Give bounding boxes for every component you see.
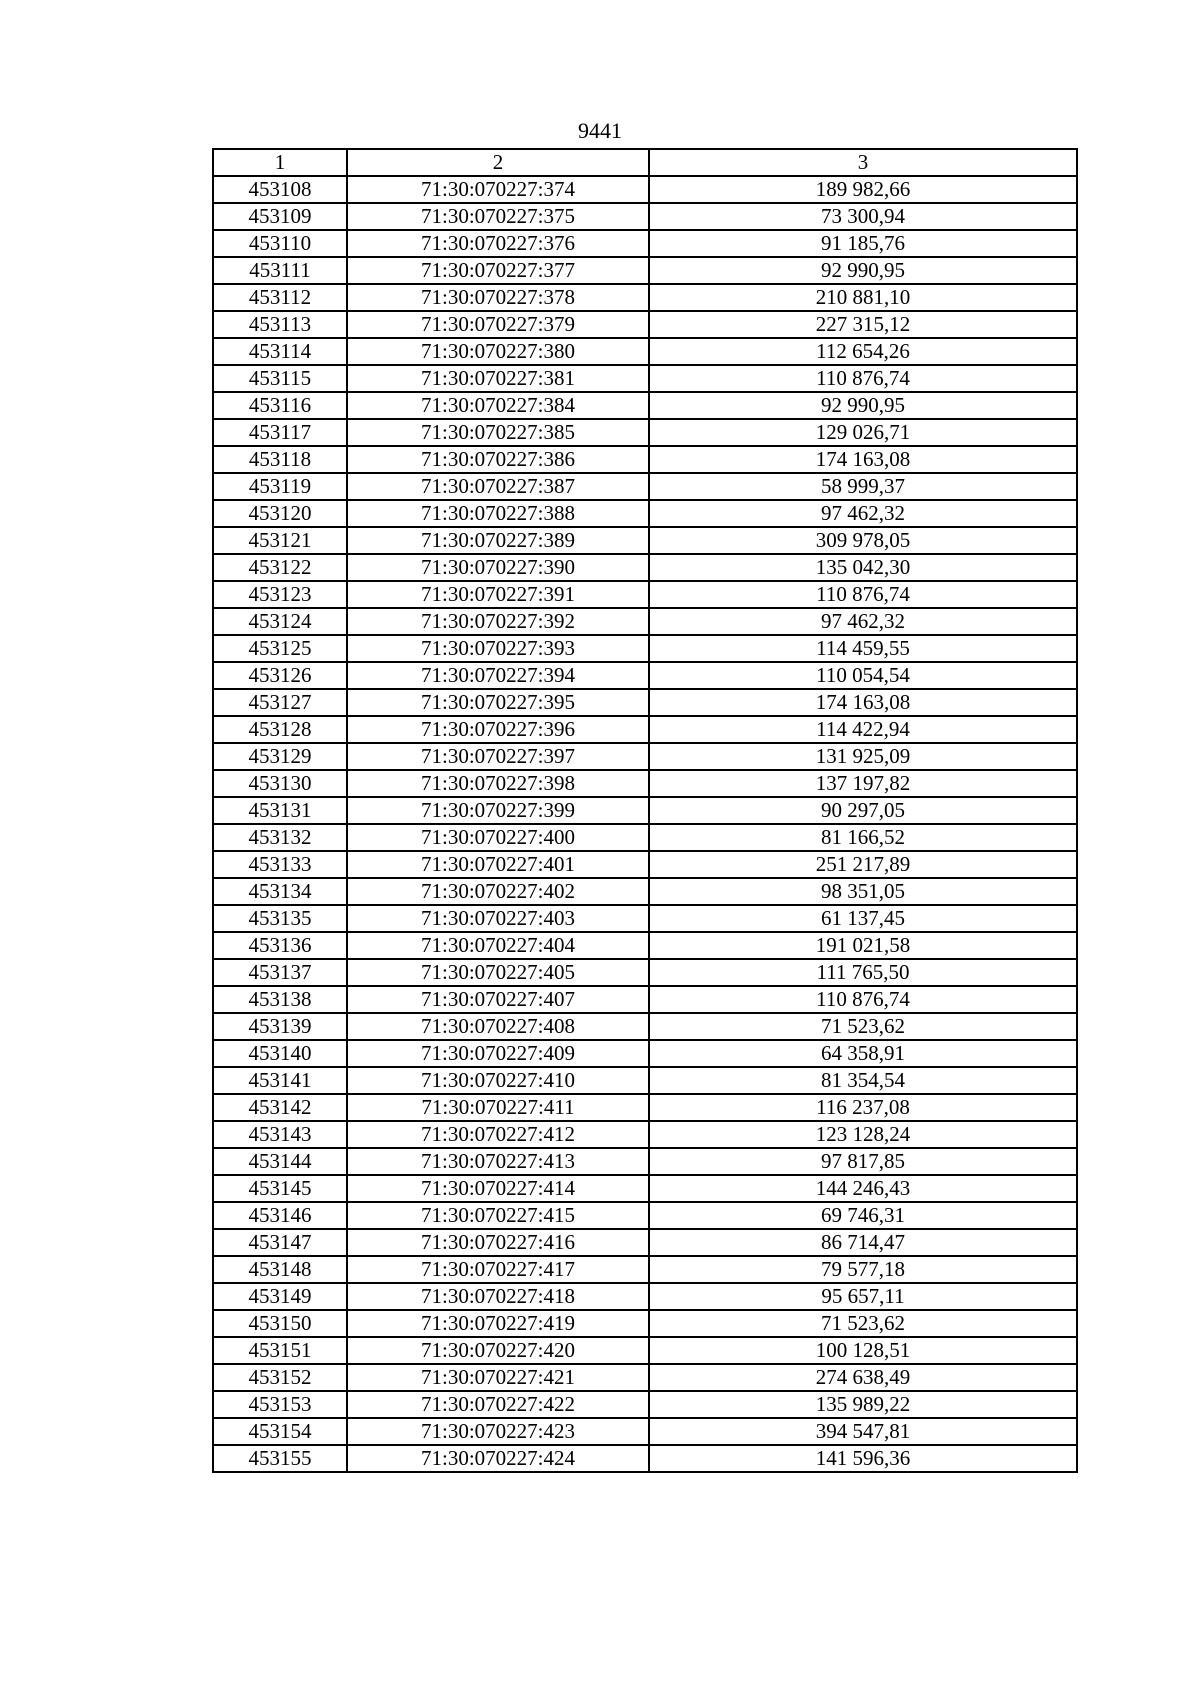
table-row [213, 1337, 1077, 1364]
row-number-cell: 453149 [213, 1283, 347, 1310]
cadastral-number-cell: 71:30:070227:389 [347, 527, 649, 554]
value-cell: 114 459,55 [649, 635, 1077, 662]
table-row [213, 230, 1077, 257]
value-cell: 112 654,26 [649, 338, 1077, 365]
cadastral-number-cell: 71:30:070227:374 [347, 176, 649, 203]
cadastral-number-cell: 71:30:070227:391 [347, 581, 649, 608]
row-number-cell: 453148 [213, 1256, 347, 1283]
value-cell: 141 596,36 [649, 1445, 1077, 1472]
value-cell: 111 765,50 [649, 959, 1077, 986]
row-number-cell: 453125 [213, 635, 347, 662]
value-cell: 71 523,62 [649, 1013, 1077, 1040]
table-row [213, 824, 1077, 851]
row-number-cell: 453119 [213, 473, 347, 500]
cadastral-number-cell: 71:30:070227:380 [347, 338, 649, 365]
row-number-cell: 453113 [213, 311, 347, 338]
table-row [213, 392, 1077, 419]
cadastral-number-cell: 71:30:070227:384 [347, 392, 649, 419]
value-cell: 64 358,91 [649, 1040, 1077, 1067]
cadastral-number-cell: 71:30:070227:394 [347, 662, 649, 689]
row-number-cell: 453117 [213, 419, 347, 446]
cadastral-number-cell: 71:30:070227:399 [347, 797, 649, 824]
row-number-cell: 453116 [213, 392, 347, 419]
table-row [213, 1364, 1077, 1391]
cadastral-number-cell: 71:30:070227:414 [347, 1175, 649, 1202]
cadastral-number-cell: 71:30:070227:396 [347, 716, 649, 743]
row-number-cell: 453131 [213, 797, 347, 824]
row-number-cell: 453124 [213, 608, 347, 635]
value-cell: 97 462,32 [649, 500, 1077, 527]
value-cell: 131 925,09 [649, 743, 1077, 770]
value-cell: 79 577,18 [649, 1256, 1077, 1283]
cadastral-number-cell: 71:30:070227:411 [347, 1094, 649, 1121]
row-number-cell: 453136 [213, 932, 347, 959]
page-number: 9441 [578, 118, 622, 143]
table-row [213, 554, 1077, 581]
row-number-cell: 453128 [213, 716, 347, 743]
table-header-row [213, 149, 1077, 176]
table-row [213, 527, 1077, 554]
table-row [213, 743, 1077, 770]
value-cell: 116 237,08 [649, 1094, 1077, 1121]
value-cell: 394 547,81 [649, 1418, 1077, 1445]
cadastral-number-cell: 71:30:070227:407 [347, 986, 649, 1013]
cadastral-number-cell: 71:30:070227:398 [347, 770, 649, 797]
cadastral-number-cell: 71:30:070227:390 [347, 554, 649, 581]
table-row [213, 635, 1077, 662]
cadastral-number-cell: 71:30:070227:402 [347, 878, 649, 905]
row-number-cell: 453126 [213, 662, 347, 689]
table-row [213, 1283, 1077, 1310]
cadastral-number-cell: 71:30:070227:423 [347, 1418, 649, 1445]
value-cell: 86 714,47 [649, 1229, 1077, 1256]
value-cell: 110 876,74 [649, 365, 1077, 392]
value-cell: 73 300,94 [649, 203, 1077, 230]
table-row [213, 1148, 1077, 1175]
row-number-cell: 453134 [213, 878, 347, 905]
table-row [213, 1202, 1077, 1229]
value-cell: 71 523,62 [649, 1310, 1077, 1337]
cadastral-number-cell: 71:30:070227:405 [347, 959, 649, 986]
cadastral-number-cell: 71:30:070227:375 [347, 203, 649, 230]
value-cell: 144 246,43 [649, 1175, 1077, 1202]
table-body [213, 176, 1077, 1472]
table-row [213, 419, 1077, 446]
row-number-cell: 453127 [213, 689, 347, 716]
value-cell: 92 990,95 [649, 392, 1077, 419]
row-number-cell: 453109 [213, 203, 347, 230]
value-cell: 274 638,49 [649, 1364, 1077, 1391]
value-cell: 92 990,95 [649, 257, 1077, 284]
table-row [213, 1418, 1077, 1445]
table-row [213, 689, 1077, 716]
table-row [213, 1391, 1077, 1418]
row-number-cell: 453120 [213, 500, 347, 527]
value-cell: 227 315,12 [649, 311, 1077, 338]
row-number-cell: 453137 [213, 959, 347, 986]
table-row [213, 365, 1077, 392]
cadastral-number-cell: 71:30:070227:412 [347, 1121, 649, 1148]
table-row [213, 1229, 1077, 1256]
cadastral-number-cell: 71:30:070227:418 [347, 1283, 649, 1310]
cadastral-number-cell: 71:30:070227:378 [347, 284, 649, 311]
value-cell: 189 982,66 [649, 176, 1077, 203]
table-row [213, 905, 1077, 932]
cadastral-number-cell: 71:30:070227:419 [347, 1310, 649, 1337]
value-cell: 135 042,30 [649, 554, 1077, 581]
row-number-cell: 453135 [213, 905, 347, 932]
table-row [213, 986, 1077, 1013]
value-cell: 174 163,08 [649, 689, 1077, 716]
cadastral-number-cell: 71:30:070227:376 [347, 230, 649, 257]
cadastral-number-cell: 71:30:070227:403 [347, 905, 649, 932]
table-row [213, 284, 1077, 311]
cadastral-number-cell: 71:30:070227:401 [347, 851, 649, 878]
row-number-cell: 453141 [213, 1067, 347, 1094]
value-cell: 137 197,82 [649, 770, 1077, 797]
value-cell: 81 166,52 [649, 824, 1077, 851]
table-row [213, 932, 1077, 959]
table-row [213, 1256, 1077, 1283]
cadastral-number-cell: 71:30:070227:415 [347, 1202, 649, 1229]
cadastral-number-cell: 71:30:070227:392 [347, 608, 649, 635]
table-row [213, 1094, 1077, 1121]
table-row [213, 176, 1077, 203]
row-number-cell: 453122 [213, 554, 347, 581]
row-number-cell: 453115 [213, 365, 347, 392]
value-cell: 110 876,74 [649, 581, 1077, 608]
value-cell: 61 137,45 [649, 905, 1077, 932]
row-number-cell: 453142 [213, 1094, 347, 1121]
row-number-cell: 453154 [213, 1418, 347, 1445]
cadastral-number-cell: 71:30:070227:387 [347, 473, 649, 500]
cadastral-number-cell: 71:30:070227:420 [347, 1337, 649, 1364]
table-row [213, 959, 1077, 986]
table-row [213, 1175, 1077, 1202]
cadastral-number-cell: 71:30:070227:410 [347, 1067, 649, 1094]
table-row [213, 878, 1077, 905]
cadastral-number-cell: 71:30:070227:395 [347, 689, 649, 716]
row-number-cell: 453123 [213, 581, 347, 608]
value-cell: 110 876,74 [649, 986, 1077, 1013]
cadastral-number-cell: 71:30:070227:385 [347, 419, 649, 446]
cadastral-number-cell: 71:30:070227:413 [347, 1148, 649, 1175]
table-row [213, 770, 1077, 797]
cadastral-number-cell: 71:30:070227:379 [347, 311, 649, 338]
cadastral-number-cell: 71:30:070227:377 [347, 257, 649, 284]
row-number-cell: 453145 [213, 1175, 347, 1202]
row-number-cell: 453152 [213, 1364, 347, 1391]
table-row [213, 662, 1077, 689]
value-cell: 174 163,08 [649, 446, 1077, 473]
cadastral-number-cell: 71:30:070227:416 [347, 1229, 649, 1256]
row-number-cell: 453139 [213, 1013, 347, 1040]
value-cell: 90 297,05 [649, 797, 1077, 824]
row-number-cell: 453112 [213, 284, 347, 311]
row-number-cell: 453114 [213, 338, 347, 365]
value-cell: 251 217,89 [649, 851, 1077, 878]
column-header-3: 3 [649, 149, 1077, 176]
value-cell: 123 128,24 [649, 1121, 1077, 1148]
cadastral-number-cell: 71:30:070227:404 [347, 932, 649, 959]
row-number-cell: 453108 [213, 176, 347, 203]
row-number-cell: 453129 [213, 743, 347, 770]
row-number-cell: 453132 [213, 824, 347, 851]
row-number-cell: 453121 [213, 527, 347, 554]
value-cell: 95 657,11 [649, 1283, 1077, 1310]
table-row [213, 311, 1077, 338]
cadastral-number-cell: 71:30:070227:409 [347, 1040, 649, 1067]
row-number-cell: 453153 [213, 1391, 347, 1418]
row-number-cell: 453111 [213, 257, 347, 284]
table-row [213, 1121, 1077, 1148]
table-row [213, 338, 1077, 365]
value-cell: 97 817,85 [649, 1148, 1077, 1175]
row-number-cell: 453133 [213, 851, 347, 878]
cadastral-number-cell: 71:30:070227:393 [347, 635, 649, 662]
cadastral-number-cell: 71:30:070227:424 [347, 1445, 649, 1472]
table-row [213, 1013, 1077, 1040]
cadastral-number-cell: 71:30:070227:417 [347, 1256, 649, 1283]
table-row [213, 257, 1077, 284]
row-number-cell: 453110 [213, 230, 347, 257]
cadastral-table [212, 148, 1078, 1473]
value-cell: 98 351,05 [649, 878, 1077, 905]
cadastral-number-cell: 71:30:070227:388 [347, 500, 649, 527]
row-number-cell: 453144 [213, 1148, 347, 1175]
cadastral-number-cell: 71:30:070227:400 [347, 824, 649, 851]
cadastral-number-cell: 71:30:070227:421 [347, 1364, 649, 1391]
table-row [213, 851, 1077, 878]
table-row [213, 500, 1077, 527]
value-cell: 91 185,76 [649, 230, 1077, 257]
value-cell: 58 999,37 [649, 473, 1077, 500]
table-row [213, 716, 1077, 743]
table-row [213, 581, 1077, 608]
value-cell: 135 989,22 [649, 1391, 1077, 1418]
table-row [213, 473, 1077, 500]
value-cell: 114 422,94 [649, 716, 1077, 743]
row-number-cell: 453146 [213, 1202, 347, 1229]
row-number-cell: 453155 [213, 1445, 347, 1472]
cadastral-number-cell: 71:30:070227:408 [347, 1013, 649, 1040]
column-header-1: 1 [213, 149, 347, 176]
cadastral-number-cell: 71:30:070227:422 [347, 1391, 649, 1418]
value-cell: 309 978,05 [649, 527, 1077, 554]
value-cell: 191 021,58 [649, 932, 1077, 959]
row-number-cell: 453138 [213, 986, 347, 1013]
row-number-cell: 453130 [213, 770, 347, 797]
value-cell: 129 026,71 [649, 419, 1077, 446]
value-cell: 69 746,31 [649, 1202, 1077, 1229]
table-row [213, 797, 1077, 824]
cadastral-number-cell: 71:30:070227:381 [347, 365, 649, 392]
table-row [213, 446, 1077, 473]
cadastral-number-cell: 71:30:070227:386 [347, 446, 649, 473]
table-row [213, 1310, 1077, 1337]
row-number-cell: 453147 [213, 1229, 347, 1256]
table-row [213, 608, 1077, 635]
row-number-cell: 453151 [213, 1337, 347, 1364]
value-cell: 110 054,54 [649, 662, 1077, 689]
cadastral-number-cell: 71:30:070227:397 [347, 743, 649, 770]
row-number-cell: 453143 [213, 1121, 347, 1148]
row-number-cell: 453140 [213, 1040, 347, 1067]
table-row [213, 203, 1077, 230]
value-cell: 210 881,10 [649, 284, 1077, 311]
row-number-cell: 453150 [213, 1310, 347, 1337]
value-cell: 100 128,51 [649, 1337, 1077, 1364]
table-row [213, 1067, 1077, 1094]
table-row [213, 1445, 1077, 1472]
value-cell: 97 462,32 [649, 608, 1077, 635]
column-header-2: 2 [347, 149, 649, 176]
value-cell: 81 354,54 [649, 1067, 1077, 1094]
row-number-cell: 453118 [213, 446, 347, 473]
table-row [213, 1040, 1077, 1067]
